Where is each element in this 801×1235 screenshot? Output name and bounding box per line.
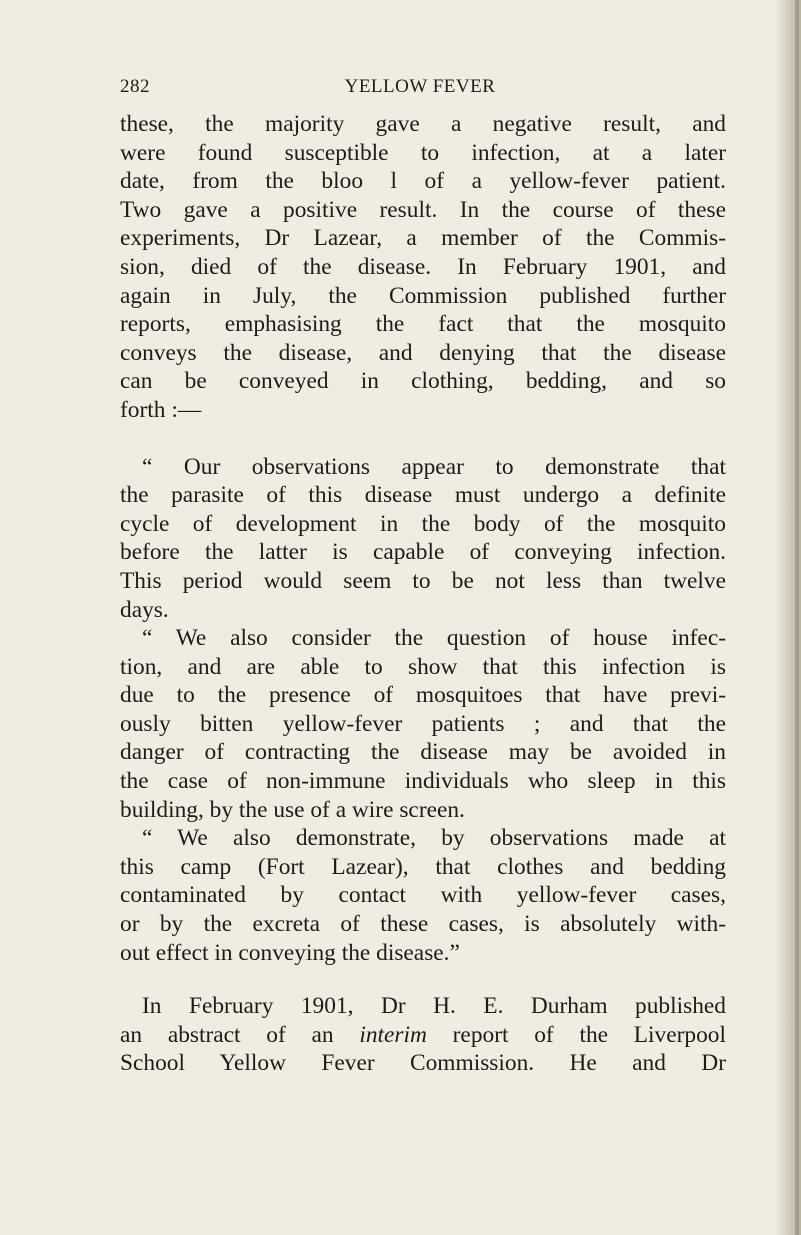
paragraph-1: [120, 110, 726, 425]
text-line: due to the presence of mosquitoes that have previ-: [120, 682, 726, 709]
text-segment: report of the Liverpool: [426, 1021, 726, 1048]
paragraph-gap: [120, 425, 726, 453]
text-line: were found susceptible to infection, at a later: [120, 139, 726, 166]
text-line: forth :—: [120, 396, 202, 423]
italic-term: interim: [359, 1021, 427, 1048]
running-title: YELLOW FEVER: [344, 76, 496, 97]
text-line: In February 1901, Dr H. E. Durham published: [142, 993, 726, 1020]
page-number: 282: [120, 76, 150, 97]
paragraph-gap: [120, 967, 726, 992]
text-line: [120, 1021, 726, 1050]
paragraph-2: [120, 992, 726, 1078]
text-line: “ Our observations appear to demonstrate that: [142, 453, 726, 480]
text-line: Two gave a positive result. In the course of these: [120, 196, 726, 223]
text-line: cycle of development in the body of the mosquito: [120, 510, 726, 537]
text-line: ously bitten yellow-fever patients ; and that the: [120, 710, 726, 737]
text-line: the case of non-immune individuals who sleep in this: [120, 768, 726, 795]
text-line: contaminated by contact with yellow-fever cases,: [120, 882, 726, 909]
text-line: sion, died of the disease. In February 1901, and: [120, 253, 726, 280]
text-line: conveys the disease, and denying that the disease: [120, 339, 726, 366]
text-line: days.: [120, 596, 169, 623]
text-line: or by the excreta of these cases, is absolutely with-: [120, 911, 726, 938]
text-line: experiments, Dr Lazear, a member of the Commis-: [120, 225, 726, 252]
text-line: building, by the use of a wire screen.: [120, 796, 465, 823]
text-line: this camp (Fort Lazear), that clothes and bedding: [120, 853, 726, 880]
text-line: “ We also consider the question of house infec-: [142, 625, 726, 652]
text-line: danger of contracting the disease may be avoided in: [120, 739, 726, 766]
text-line: tion, and are able to show that this infection is: [120, 653, 726, 680]
text-line: “ We also demonstrate, by observations made at: [142, 825, 726, 852]
text-line: can be conveyed in clothing, bedding, and so: [120, 368, 726, 395]
text-line: these, the majority gave a negative result, and: [120, 111, 726, 137]
text-line: before the latter is capable of conveying infection.: [120, 539, 726, 566]
page-header: [120, 76, 720, 102]
page-edge-line: [795, 0, 799, 1235]
text-line: reports, emphasising the fact that the mosquito: [120, 311, 726, 338]
text-line: This period would seem to be not less than twelve: [120, 567, 726, 594]
page-body: [120, 110, 726, 1078]
text-line: date, from the bloo l of a yellow-fever patient.: [120, 168, 726, 195]
text-segment: an abstract of an: [120, 1021, 360, 1048]
text-line: the parasite of this disease must undergo a definite: [120, 482, 726, 509]
quote-2: [120, 624, 726, 824]
text-line: School Yellow Fever Commission. He and Dr: [120, 1050, 726, 1077]
text-line: out effect in conveying the disease.”: [120, 939, 460, 966]
quote-1: [120, 453, 726, 625]
text-line: again in July, the Commission published further: [120, 282, 726, 309]
quote-3: [120, 824, 726, 967]
